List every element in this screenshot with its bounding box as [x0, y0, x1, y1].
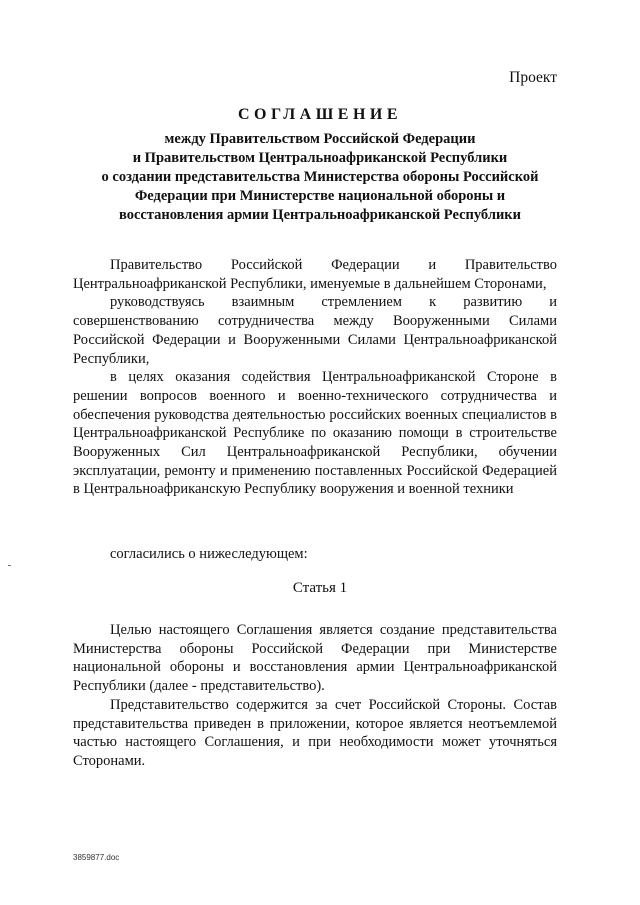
- subtitle-line: Федерации при Министерстве национальной обороны и: [134, 188, 506, 204]
- document-title: СОГЛАШЕНИЕ: [237, 106, 403, 123]
- preamble-paragraph: руководствуясь взаимным стремлением к развитию и совершенствованию сотрудничества между Вооруженными Силами Российской Федерации и Вооруженными Силами Центральноафриканской Республики,: [73, 294, 557, 367]
- margin-mark: [8, 565, 11, 566]
- subtitle-line: и Правительством Центральноафриканской Республики: [132, 150, 508, 166]
- file-reference: 3859877.doc: [73, 853, 120, 862]
- agreed-line: согласились о нижеследующем:: [110, 546, 308, 562]
- article-heading: Статья 1: [292, 580, 348, 596]
- subtitle-line: между Правительством Российской Федерации: [164, 131, 476, 147]
- preamble-paragraph: Правительство Российской Федерации и Правительство Центральноафриканской Республики, именуемые в дальнейшем Сторонами,: [73, 257, 557, 292]
- document-subtitle: [60, 130, 580, 225]
- preamble: [73, 256, 557, 499]
- subtitle-line: о создании представительства Министерства обороны Российской: [101, 169, 539, 185]
- article-paragraph: Целью настоящего Соглашения является создание представительства Министерства обороны Российской Федерации при Министерстве национальной обороны и восстановления армии Центральноафриканской Республики (далее - представительство).: [73, 622, 557, 695]
- draft-label: Проект: [509, 69, 557, 86]
- subtitle-line: восстановления армии Центральноафриканской Республики: [118, 207, 522, 223]
- article-paragraph: Представительство содержится за счет Российской Стороны. Состав представительства приведен в приложении, которое является неотъемлемой частью настоящего Соглашения, и при необходимости может уточняться Сторонами.: [73, 696, 557, 769]
- article-body: [73, 621, 557, 771]
- preamble-paragraph: в целях оказания содействия Центральноафриканской Стороне в решении вопросов военного и военно-технического сотрудничества и обеспечения руководства деятельностью российских военных специалистов в Центральноафриканской Республике по оказанию помощи в строительстве Вооруженных Сил Центральноафриканской Республики, обучении эксплуатации, ремонту и применению поставленных Российской Федерацией в Центральноафриканскую Республику вооружения и военной техники: [73, 369, 557, 498]
